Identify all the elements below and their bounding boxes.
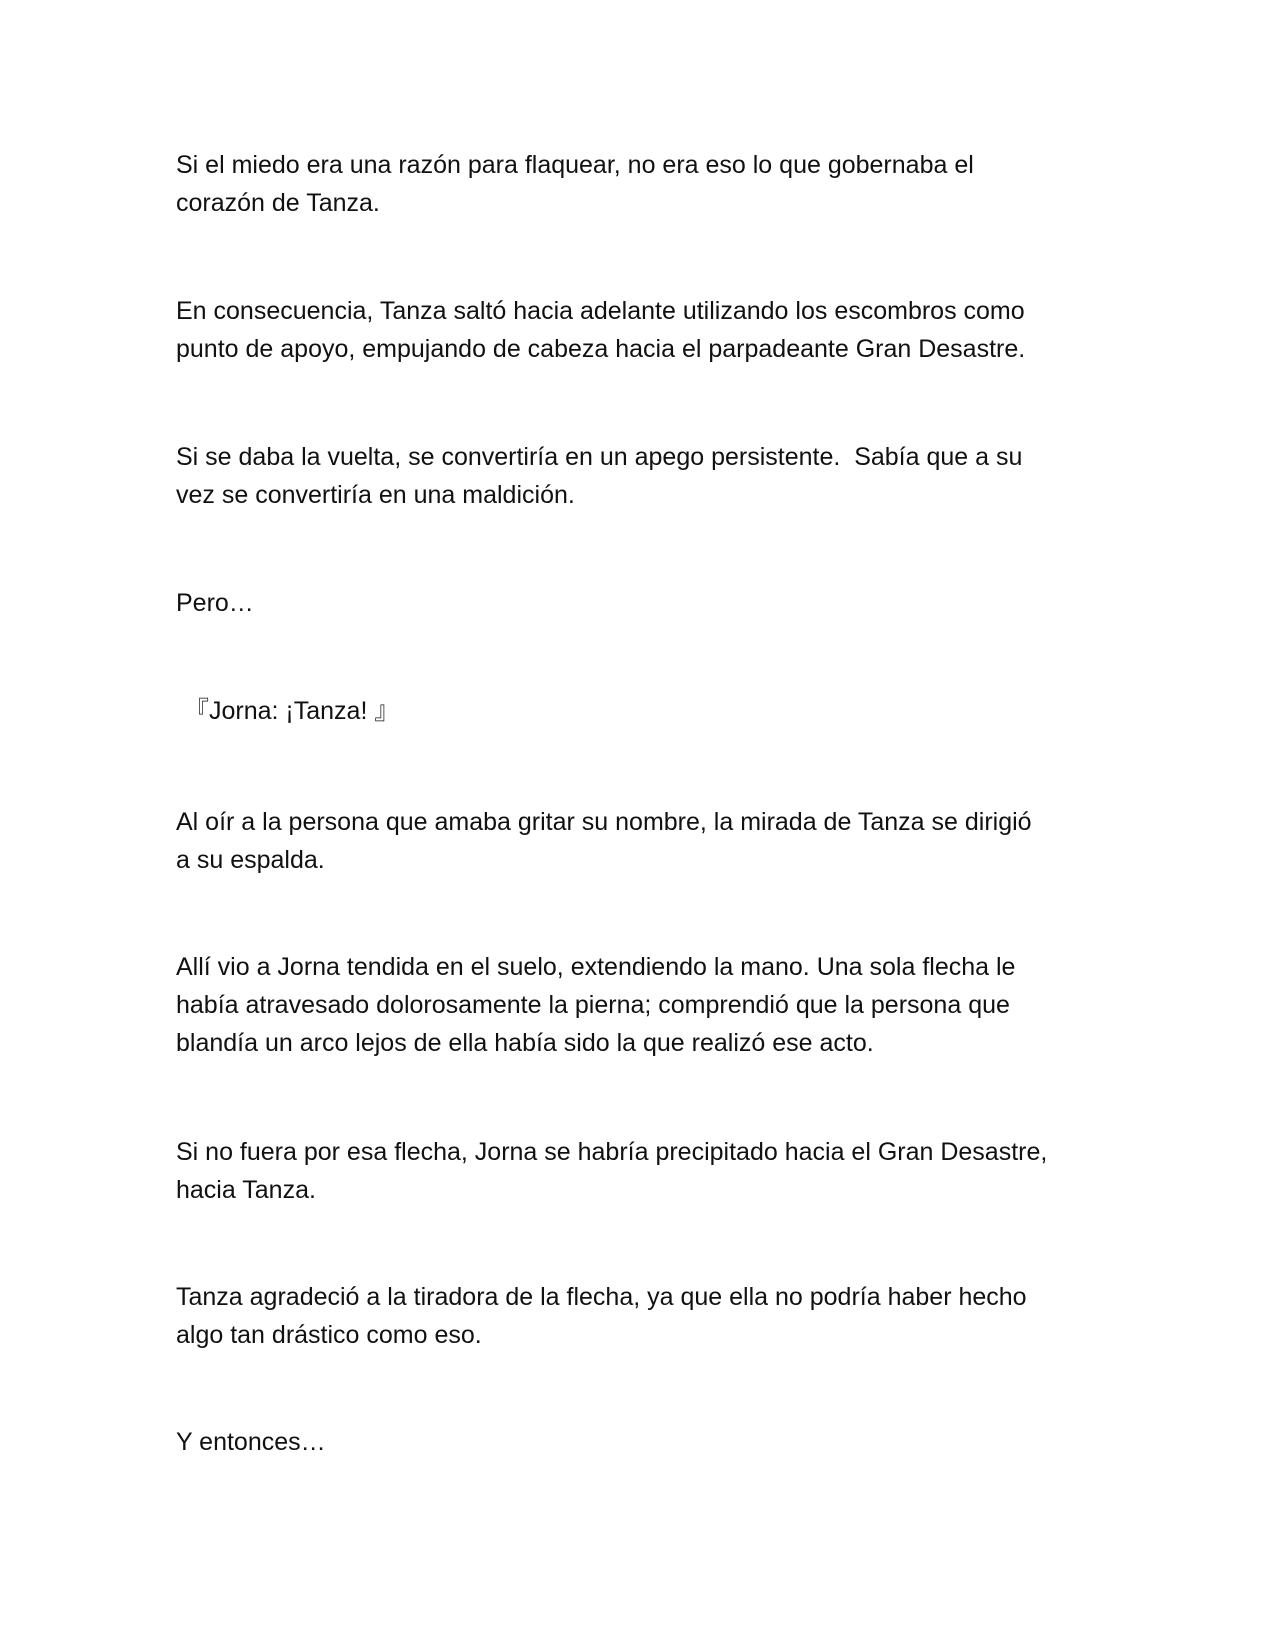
paragraph-4: Pero… [176, 589, 254, 617]
paragraph-6: Allí vio a Jorna tendida en el suelo, extendiendo la mano. Una sola flecha le había atravesado dolorosamente la pierna; comprendió que la persona que blandía un arco lejos de ella había sido la que realizó ese acto. [176, 953, 1016, 1057]
paragraph-3: Si se daba la vuelta, se convertiría en un apego persistente. Sabía que a su vez se convertiría en una maldición. [176, 443, 1023, 509]
paragraph-2: En consecuencia, Tanza saltó hacia adelante utilizando los escombros como punto de apoyo, empujando de cabeza hacia el parpadeante Gran Desastre. [176, 297, 1026, 363]
paragraph-8: Tanza agradeció a la tiradora de la flecha, ya que ella no podría haber hecho algo tan drástico como eso. [176, 1283, 1027, 1349]
paragraph-7: Si no fuera por esa flecha, Jorna se habría precipitado hacia el Gran Desastre, hacia Tanza. [176, 1138, 1048, 1204]
dialogue-line: 『Jorna: ¡Tanza! 』 [184, 697, 400, 725]
paragraph-1: Si el miedo era una razón para flaquear, no era eso lo que gobernaba el corazón de Tanza. [176, 151, 974, 217]
paragraph-5: Al oír a la persona que amaba gritar su nombre, la mirada de Tanza se dirigió a su espalda. [176, 808, 1032, 874]
paragraph-9: Y entonces… [176, 1428, 326, 1456]
